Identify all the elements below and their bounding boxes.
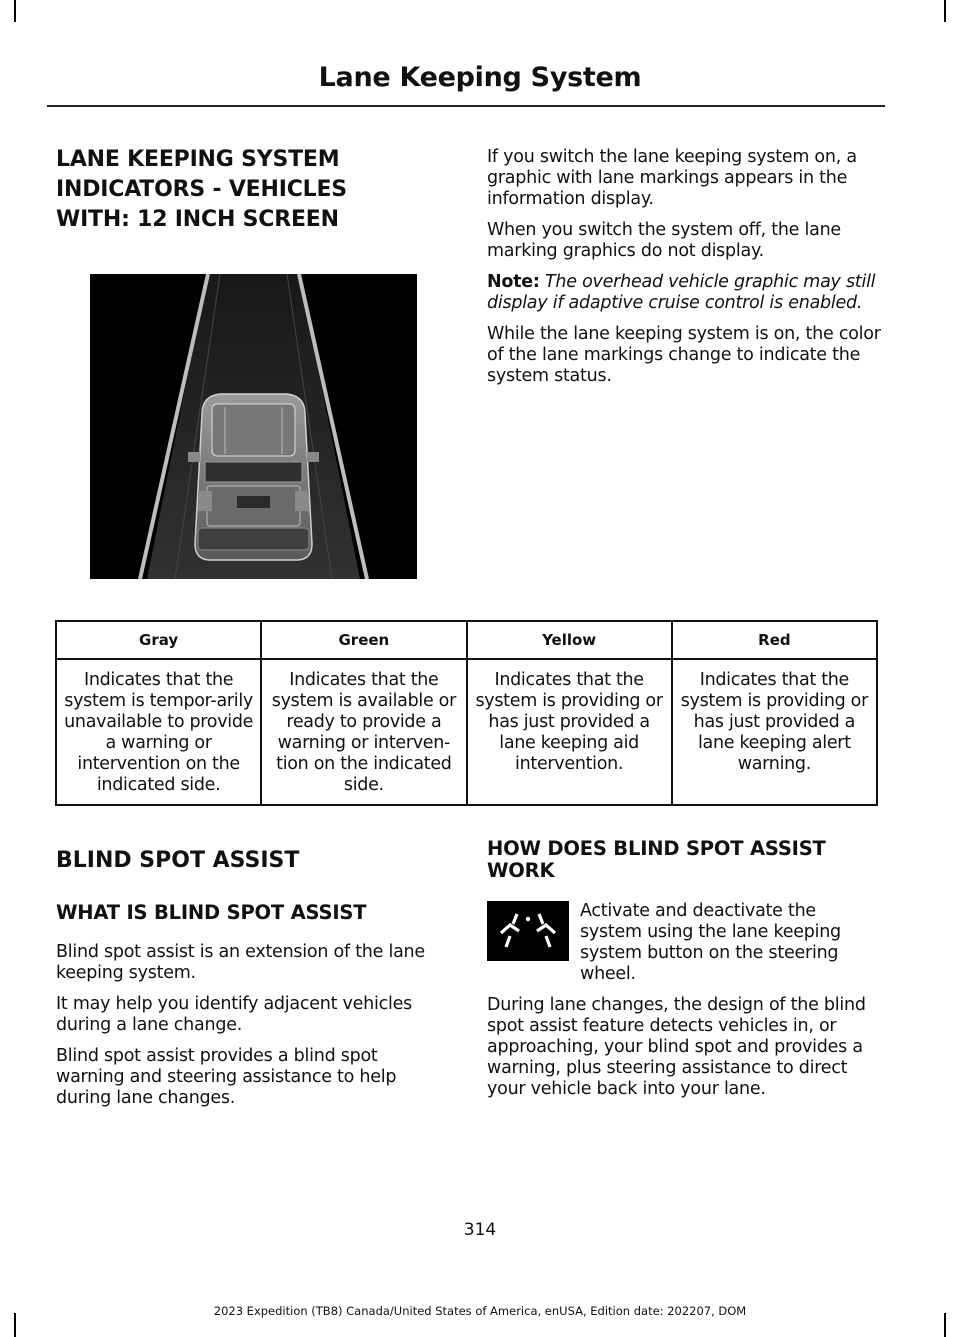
how-paragraph-1: Activate and deactivate the system using the lane keeping system button on the steering wheel.	[580, 901, 841, 984]
section-blind-spot-assist	[56, 848, 446, 1119]
page-header-title: Lane Keeping System	[318, 62, 642, 93]
overhead-vehicle-lane-graphic	[90, 274, 417, 579]
table-cell-green: Indicates that the system is available or ready to provide a warning or interven-tion on the indicated side.	[261, 659, 466, 805]
table-header-green: Green	[261, 621, 466, 659]
lane-color-table	[55, 620, 878, 806]
note-label: Note:	[487, 272, 540, 292]
crop-mark-top-right	[944, 0, 946, 22]
section-lane-indicators-text	[487, 147, 882, 397]
blind-spot-subheading: WHAT IS BLIND SPOT ASSIST	[56, 901, 367, 924]
how-blind-spot-heading: HOW DOES BLIND SPOT ASSIST WORK	[487, 837, 826, 882]
blind-spot-paragraph-2: It may help you identify adjacent vehicles during a lane change.	[56, 994, 412, 1035]
how-paragraph-2: During lane changes, the design of the blind spot assist feature detects vehicles in, or approaching, your blind spot and provides a warning, plus steering assistance to direct your vehicle back into your lane.	[487, 995, 866, 1099]
page-footer: 2023 Expedition (TB8) Canada/United States of America, enUSA, Edition date: 202207, DOM	[213, 1304, 747, 1318]
blind-spot-paragraph-3: Blind spot assist provides a blind spot warning and steering assistance to help during lane changes.	[56, 1046, 397, 1108]
overhead-vehicle-icon	[90, 274, 417, 579]
table-header-red: Red	[672, 621, 877, 659]
blind-spot-paragraph-1: Blind spot assist is an extension of the lane keeping system.	[56, 942, 425, 983]
table-row	[56, 659, 877, 805]
table-cell-yellow: Indicates that the system is providing or has just provided a lane keeping aid intervention.	[467, 659, 672, 805]
header-rule	[47, 105, 885, 107]
page-number: 314	[463, 1220, 497, 1240]
table-header-gray: Gray	[56, 621, 261, 659]
section-heading-line-3: WITH: 12 INCH SCREEN	[56, 207, 339, 232]
section-how-blind-spot-works	[487, 838, 882, 1110]
table-cell-gray: Indicates that the system is tempor-arily unavailable to provide a warning or intervention on the indicated side.	[56, 659, 261, 805]
note-paragraph	[487, 272, 882, 314]
note-text: The overhead vehicle graphic may still display if adaptive cruise control is enabled.	[487, 272, 876, 313]
section-lane-indicators-heading-block	[56, 145, 436, 235]
blind-spot-heading: BLIND SPOT ASSIST	[56, 848, 300, 873]
section-heading-line-2: INDICATORS - VEHICLES	[56, 177, 347, 202]
table-cell-red: Indicates that the system is providing or has just provided a lane keeping alert warning.	[672, 659, 877, 805]
crop-mark-top-left	[14, 0, 16, 22]
lane-keeping-button-icon	[487, 901, 569, 961]
section-heading-line-1: LANE KEEPING SYSTEM	[56, 147, 340, 172]
paragraph-graphic-off: When you switch the system off, the lane marking graphics do not display.	[487, 220, 841, 261]
paragraph-graphic-appears: If you switch the lane keeping system on, a graphic with lane markings appears in the information display.	[487, 147, 857, 209]
lane-keeping-symbol-icon	[498, 911, 558, 951]
table-header-yellow: Yellow	[467, 621, 672, 659]
table-header-row	[56, 621, 877, 659]
paragraph-color-status: While the lane keeping system is on, the color of the lane markings change to indicate the system status.	[487, 324, 881, 386]
